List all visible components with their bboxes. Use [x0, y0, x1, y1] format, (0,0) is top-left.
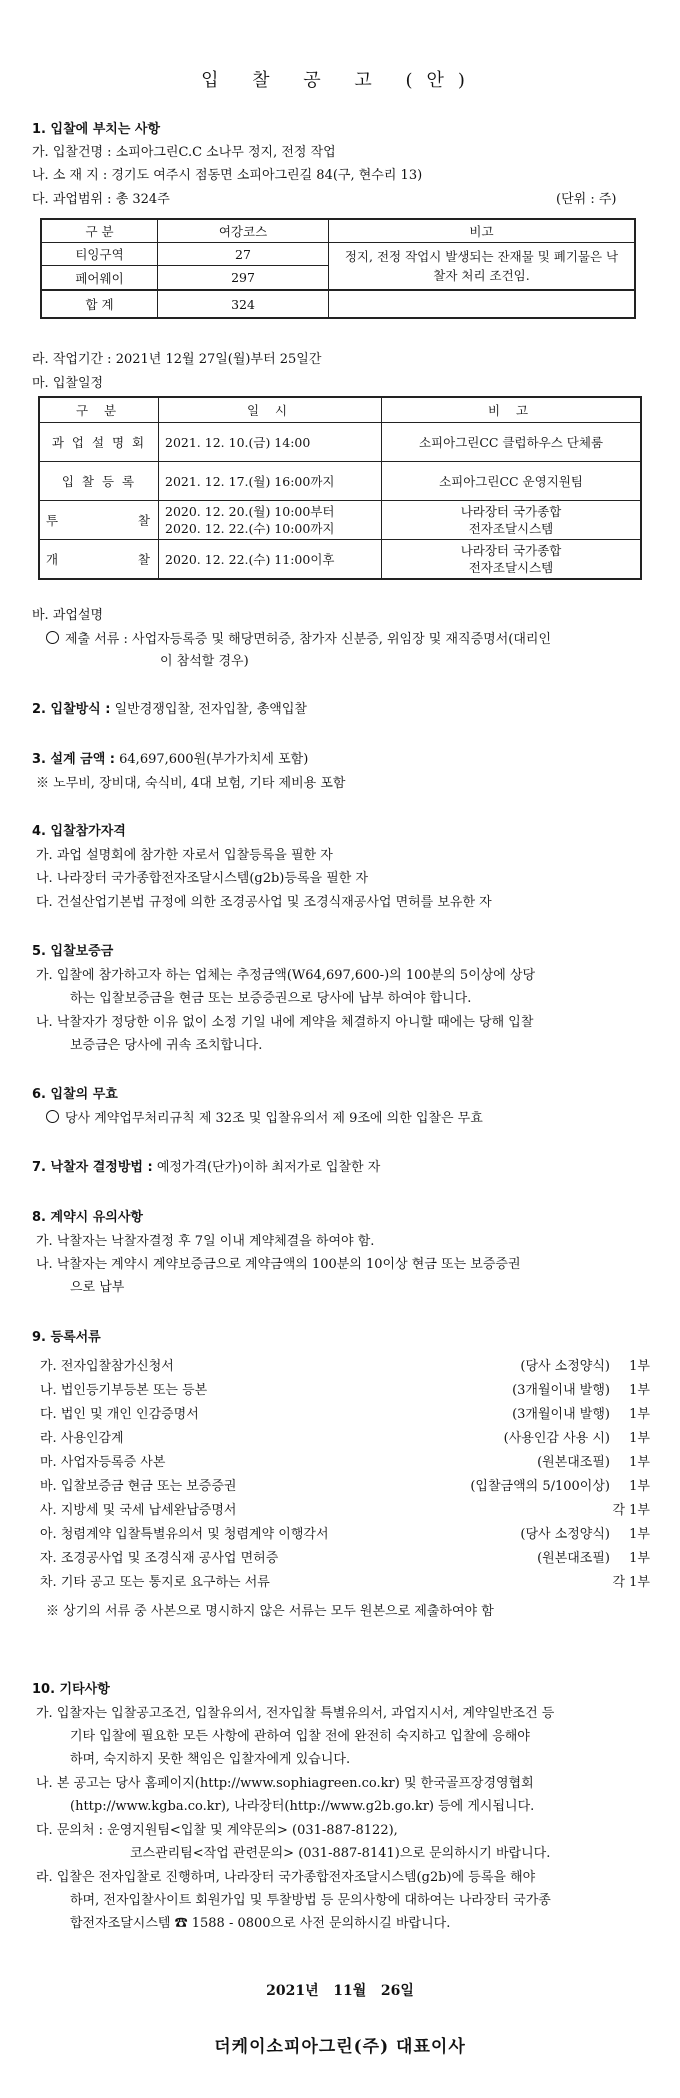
scope-row-value: 27 — [158, 243, 329, 266]
schedule-remark-line: 나라장터 국가종합 — [460, 543, 562, 558]
schedule-row-remark — [382, 540, 642, 580]
notice-date: 2021년 11월 26일 — [266, 1983, 414, 1999]
list-item: 라. 사용인감계 (사용인감 사용 시) 1부 — [40, 1431, 650, 1446]
section-2 — [32, 698, 307, 717]
schedule-row-remark — [382, 501, 642, 540]
invalid-bid-line — [46, 1107, 483, 1126]
list-item: 자. 조경공사업 및 조경식재 공사업 면허증 (원본대조필) 1부 — [40, 1551, 650, 1566]
schedule-label: 마. 입찰일정 — [32, 376, 104, 391]
list-item: 나. 법인등기부등본 또는 등본 (3개월이내 발행) 1부 — [40, 1383, 650, 1398]
schedule-row-label: 입 찰 등 록 — [39, 462, 159, 501]
schedule-remark-line: 전자조달시스템 — [468, 521, 554, 536]
section-2-heading: 2. 입찰방식 : — [32, 702, 111, 717]
scope-row-value: 297 — [158, 266, 329, 290]
contract-note-b-line1: 나. 낙찰자는 계약시 계약보증금으로 계약금액의 100분의 10이상 현금 또는 보증증권 — [36, 1257, 521, 1272]
schedule-row-datetime: 2021. 12. 17.(월) 16:00까지 — [159, 462, 382, 501]
misc-d-line2: 하며, 전자입찰사이트 회원가입 및 투찰방법 등 문의사항에 대하여는 나라장터 국가종 — [70, 1893, 551, 1908]
design-amount-note: ※ 노무비, 장비대, 숙식비, 4대 보험, 기타 제비용 포함 — [36, 776, 346, 791]
section-7 — [32, 1156, 380, 1175]
work-period-line: 라. 작업기간 : 2021년 12월 27일(월)부터 25일간 — [32, 352, 322, 367]
list-item: 마. 사업자등록증 사본 (원본대조필) 1부 — [40, 1455, 650, 1470]
schedule-remark-line: 전자조달시스템 — [468, 560, 554, 575]
misc-b-line2: (http://www.kgba.co.kr), 나라장터(http://www.g2b.go.kr) 등에 게시됩니다. — [70, 1799, 535, 1814]
schedule-table — [38, 396, 642, 580]
scope-remark: 정지, 전정 작업시 발생되는 잔재물 및 폐기물은 낙찰자 처리 조건임. — [329, 243, 636, 291]
section-3 — [32, 748, 308, 767]
submission-docs-text: 제출 서류 : 사업자등록증 및 해당면허증, 참가자 신분증, 위임장 및 재직증명서(대리인 — [65, 632, 552, 647]
schedule-row-label: 개 찰 — [39, 540, 159, 580]
deposit-b-line2: 보증금은 당사에 귀속 조치합니다. — [70, 1038, 263, 1053]
misc-a-line1: 가. 입찰자는 입찰공고조건, 입찰유의서, 전자입찰 특별유의서, 과업지시서, 계약일반조건 등 — [36, 1706, 555, 1721]
contract-note-b-line2: 으로 납부 — [70, 1280, 125, 1295]
misc-d-line3: 합전자조달시스템 ☎ 1588 - 0800으로 사전 문의하시길 바랍니다. — [70, 1916, 451, 1931]
schedule-header-remark: 비 고 — [382, 397, 642, 423]
list-item: 사. 지방세 및 국세 납세완납증명서 각 1부 — [40, 1503, 650, 1518]
schedule-row-label: 과 업 설 명 회 — [39, 423, 159, 462]
schedule-row-datetime — [159, 501, 382, 540]
scope-table — [40, 218, 636, 319]
schedule-row-remark: 소피아그린CC 클럽하우스 단체룸 — [382, 423, 642, 462]
submission-docs-cont: 이 참석할 경우) — [160, 654, 249, 669]
schedule-header-datetime: 일 시 — [159, 397, 382, 423]
circle-bullet-icon — [46, 1110, 59, 1123]
section-10-heading: 10. 기타사항 — [32, 1682, 110, 1697]
design-amount-text: 64,697,600원(부가가치세 포함) — [119, 752, 309, 767]
submission-docs-line — [46, 628, 551, 647]
scope-table-header-remark: 비고 — [329, 219, 636, 243]
bid-method-text: 일반경쟁입찰, 전자입찰, 총액입찰 — [114, 702, 307, 717]
scope-row-label: 티잉구역 — [41, 243, 158, 266]
section-3-heading: 3. 설계 금액 : — [32, 752, 115, 767]
award-method-text: 예정가격(단가)이하 최저가로 입찰한 자 — [156, 1160, 381, 1175]
misc-d-line1: 라. 입찰은 전자입찰로 진행하며, 나라장터 국가종합전자조달시스템(g2b)에 등록을 해야 — [36, 1870, 536, 1885]
deposit-a-line2: 하는 입찰보증금을 현금 또는 보증증권으로 당사에 납부 하여야 합니다. — [70, 991, 472, 1006]
scope-total-value: 324 — [158, 290, 329, 318]
list-item: 차. 기타 공고 또는 통지로 요구하는 서류 각 1부 — [40, 1575, 650, 1590]
section-1-heading: 1. 입찰에 부치는 사항 — [32, 122, 161, 137]
deposit-a-line1: 가. 입찰에 참가하고자 하는 업체는 추정금액(W64,697,600-)의 100분의 5이상에 상당 — [36, 968, 536, 983]
list-item: 아. 청렴계약 입찰특별유의서 및 청렴계약 이행각서 (당사 소정양식) 1부 — [40, 1527, 650, 1542]
section-7-heading: 7. 낙찰자 결정방법 : — [32, 1160, 153, 1175]
invalid-bid-text: 당사 계약업무처리규칙 제 32조 및 입찰유의서 제 9조에 의한 입찰은 무효 — [65, 1111, 483, 1126]
schedule-row-datetime: 2020. 12. 22.(수) 11:00이후 — [159, 540, 382, 580]
scope-total-label: 합 계 — [41, 290, 158, 318]
page-title: 입 찰 공 고 (안) — [201, 70, 479, 91]
scope-table-header-category: 구 분 — [41, 219, 158, 243]
company-signature: 더케이소피아그린(주) 대표이사 — [214, 2037, 466, 2057]
location-line: 나. 소 재 지 : 경기도 여주시 점동면 소피아그린길 84(구, 현수리 13) — [32, 168, 423, 183]
schedule-row-remark: 소피아그린CC 운영지원팀 — [382, 462, 642, 501]
task-briefing-label: 바. 과업설명 — [32, 608, 104, 623]
schedule-remark-line: 나라장터 국가종합 — [460, 504, 562, 519]
list-item: 가. 전자입찰참가신청서 (당사 소정양식) 1부 — [40, 1359, 650, 1374]
misc-a-line3: 하며, 숙지하지 못한 책임은 입찰자에게 있습니다. — [70, 1752, 351, 1767]
deposit-b-line1: 나. 낙찰자가 정당한 이유 없이 소정 기일 내에 계약을 체결하지 아니할 때에는 당해 입찰 — [36, 1015, 534, 1030]
circle-bullet-icon — [46, 631, 59, 644]
schedule-row-datetime: 2021. 12. 10.(금) 14:00 — [159, 423, 382, 462]
eligibility-c: 다. 건설산업기본법 규정에 의한 조경공사업 및 조경식재공사업 면허를 보유한 자 — [36, 895, 492, 910]
section-8-heading: 8. 계약시 유의사항 — [32, 1210, 143, 1225]
misc-b-line1: 나. 본 공고는 당사 홈페이지(http://www.sophiagreen.co.kr) 및 한국골프장경영협회 — [36, 1776, 534, 1791]
contract-note-a: 가. 낙찰자는 낙찰자결정 후 7일 이내 계약체결을 하여야 함. — [36, 1234, 375, 1249]
list-item: 바. 입찰보증금 현금 또는 보증증권 (입찰금액의 5/100이상) 1부 — [40, 1479, 650, 1494]
schedule-header-category: 구 분 — [39, 397, 159, 423]
eligibility-a: 가. 과업 설명회에 참가한 자로서 입찰등록을 필한 자 — [36, 848, 333, 863]
scope-table-header-course: 여강코스 — [158, 219, 329, 243]
section-6-heading: 6. 입찰의 무효 — [32, 1087, 118, 1102]
schedule-row-label: 투 찰 — [39, 501, 159, 540]
schedule-datetime-line: 2020. 12. 22.(수) 10:00까지 — [165, 521, 335, 536]
section-5-heading: 5. 입찰보증금 — [32, 944, 114, 959]
eligibility-b: 나. 나라장터 국가종합전자조달시스템(g2b)등록을 필한 자 — [36, 871, 368, 886]
unit-label: (단위 : 주) — [556, 192, 617, 207]
misc-c-line1: 다. 문의처 : 운영지원팀<입찰 및 계약문의> (031-887-8122), — [36, 1823, 398, 1838]
docs-note: ※ 상기의 서류 중 사본으로 명시하지 않은 서류는 모두 원본으로 제출하여야 함 — [46, 1604, 494, 1619]
scope-row-label: 페어웨이 — [41, 266, 158, 290]
section-4-heading: 4. 입찰참가자격 — [32, 824, 126, 839]
list-item: 다. 법인 및 개인 인감증명서 (3개월이내 발행) 1부 — [40, 1407, 650, 1422]
misc-c-line2: 코스관리팀<작업 관련문의> (031-887-8141)으로 문의하시기 바랍니다. — [130, 1846, 551, 1861]
bid-name-line: 가. 입찰건명 : 소피아그린C.C 소나무 정지, 전정 작업 — [32, 145, 336, 160]
section-9-heading: 9. 등록서류 — [32, 1330, 101, 1345]
scope-line: 다. 과업범위 : 총 324주 — [32, 192, 170, 207]
misc-a-line2: 기타 입찰에 필요한 모든 사항에 관하여 입찰 전에 완전히 숙지하고 입찰에 응해야 — [70, 1729, 530, 1744]
schedule-datetime-line: 2020. 12. 20.(월) 10:00부터 — [165, 504, 335, 519]
